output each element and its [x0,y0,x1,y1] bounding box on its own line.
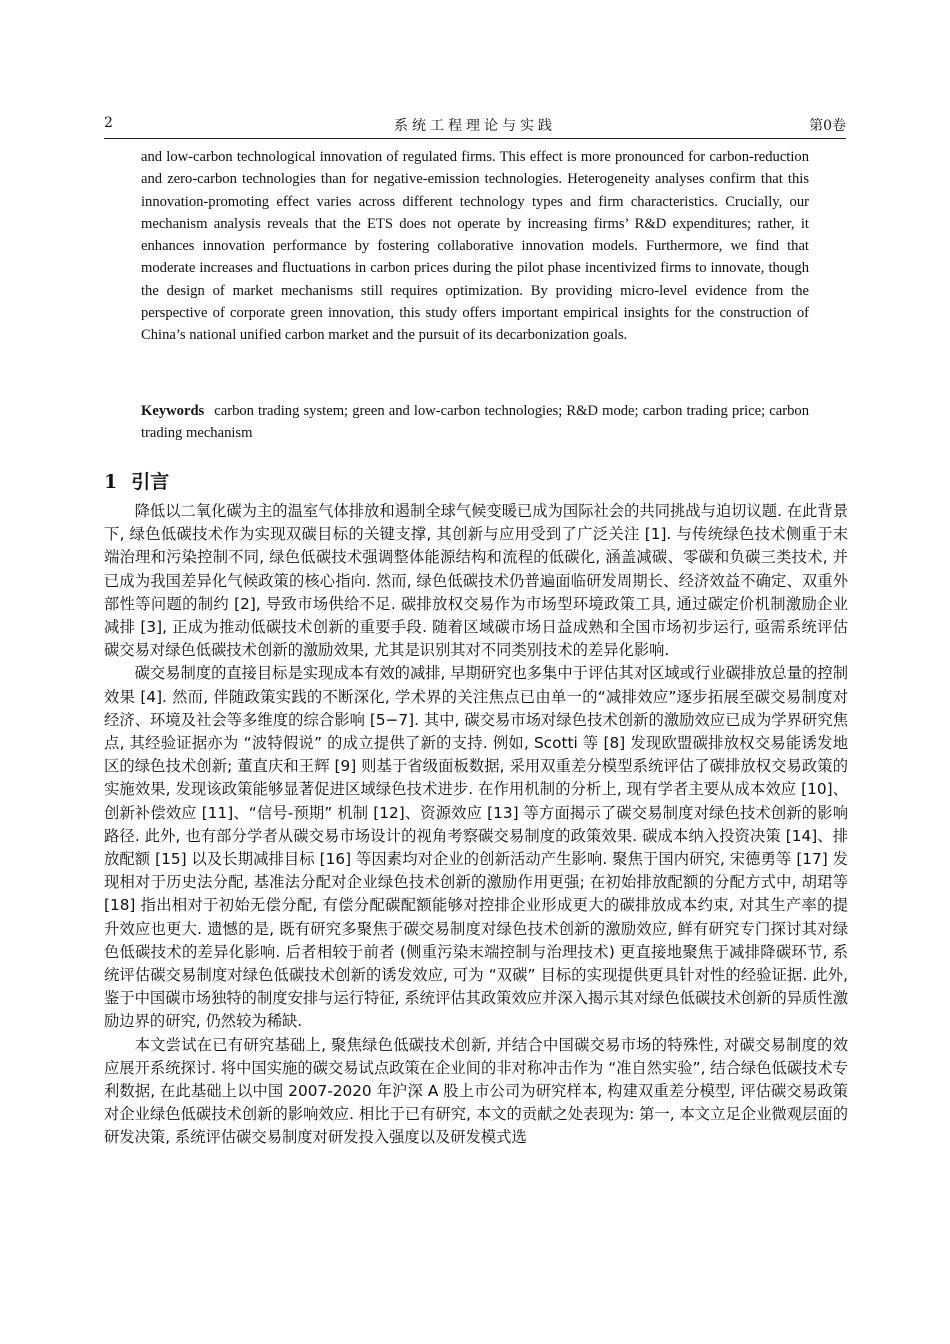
body-text [104,500,848,1150]
keywords-block [141,400,809,445]
section-title: 引言 [131,471,170,493]
volume-label: 第0卷 [809,118,846,134]
abstract-text: and low-carbon technological innovation of regulated firms. This effect is more pronounced for carbon-reduction and zero-carbon technologies than for negative-emission technologies. Heterogeneity analyses confirm that this innovation-promoting effect varies across different technology types and firm characteristics. Crucially, our mechanism analysis reveals that the ETS does not operate by increasing firms’ R&D expenditures; rather, it enhances innovation performance by fostering collaborative innovation models. Furthermore, we find that moderate increases and fluctuations in carbon prices during the pilot phase incentivized firms to innovate, though the design of market mechanisms still requires optimization. By providing micro-level evidence from the perspective of corporate green innovation, this study offers important empirical insights for the construction of China’s national unified carbon market and the pursuit of its decarbonization goals. [141,149,809,344]
keywords-text: carbon trading system; green and low-carbon technologies; R&D mode; carbon trading price; carbon trading mechanism [141,403,809,442]
section-heading [104,467,169,494]
keywords-label: Keywords [141,403,205,419]
page-number: 2 [104,115,113,131]
body-paragraph: 碳交易制度的直接目标是实现成本有效的减排, 早期研究也多集中于评估其对区域或行业碳排放总量的控制效果 [4]. 然而, 伴随政策实践的不断深化, 学术界的关注焦点已由单一的“减排效应”逐步拓展至碳交易制度对经济、环境及社会等多维度的综合影响 [5−7]. 其中, 碳交易市场对绿色技术创新的激励效应已成为学界研究焦点, 其经验证据亦为 “波特假说” 的成立提供了新的支持. 例如, Scotti 等 [8] 发现欧盟碳排放权交易能诱发地区的绿色技术创新; 董直庆和王辉 [9] 则基于省级面板数据, 采用双重差分模型系统评估了碳排放权交易政策的实施效果, 发现该政策能够显著促进区域绿色技术进步. 在作用机制的分析上, 现有学者主要从成本效应 [10]、创新补偿效应 [11]、“信号-预期” 机制 [12]、资源效应 [13] 等方面揭示了碳交易制度对绿色技术创新的影响路径. 此外, 也有部分学者从碳交易市场设计的视角考察碳交易制度的政策效果. 碳成本纳入投资决策 [14]、排放配额 [15] 以及长期减排目标 [16] 等因素均对企业的创新活动产生影响. 聚焦于国内研究, 宋德勇等 [17] 发现相对于历史法分配, 基准法分配对企业绿色技术创新的激励作用更强; 在初始排放配额的分配方式中, 胡珺等 [18] 指出相对于初始无偿分配, 有偿分配碳配额能够对控排企业形成更大的碳排放成本约束, 对其生产率的提升效应也更大. 遗憾的是, 既有研究多聚焦于碳交易制度对绿色技术创新的激励效应, 鲜有研究专门探讨其对绿色低碳技术的差异化影响. 后者相较于前者 (侧重污染末端控制与治理技术) 更直接地聚焦于减排降碳环节, 系统评估碳交易制度对绿色低碳技术创新的诱发效应, 可为 “双碳” 目标的实现提供更具针对性的经验证据. 此外, 鉴于中国碳市场独特的制度安排与运行特征, 系统评估其政策效应并深入揭示其对绿色低碳技术创新的异质性激励边界的研究, 仍然较为稀缺. [104,664,848,1031]
body-paragraph: 本文尝试在已有研究基础上, 聚焦绿色低碳技术创新, 并结合中国碳交易市场的特殊性, 对碳交易制度的效应展开系统探讨. 将中国实施的碳交易试点政策在企业间的非对称冲击作为 “准自然实验”, 结合绿色低碳技术专利数据, 在此基础上以中国 2007-2020 年沪深 A 股上市公司为研究样本, 构建双重差分模型, 评估碳交易政策对企业绿色低碳技术创新的影响效应. 相比于已有研究, 本文的贡献之处表现为: 第一, 本文立足企业微观层面的研发决策, 系统评估碳交易制度对研发投入强度以及研发模式选 [104,1035,848,1147]
running-header [104,112,846,139]
body-paragraph: 降低以二氧化碳为主的温室气体排放和遏制全球气候变暖已成为国际社会的共同挑战与迫切议题. 在此背景下, 绿色低碳技术作为实现双碳目标的关键支撑, 其创新与应用受到了广泛关注 [1]. 与传统绿色技术侧重于末端治理和污染控制不同, 绿色低碳技术强调整体能源结构和流程的低碳化, 涵盖减碳、零碳和负碳三类技术, 并已成为我国差异化气候政策的核心指向. 然而, 绿色低碳技术仍普遍面临研发周期长、经济效益不确定、双重外部性等问题的制约 [2], 导致市场供给不足. 碳排放权交易作为市场型环境政策工具, 通过碳定价机制激励企业减排 [3], 正成为推动低碳技术创新的重要手段. 随着区域碳市场日益成熟和全国市场初步运行, 亟需系统评估碳交易对绿色低碳技术创新的激励效果, 尤其是识别其对不同类别技术的差异化影响. [104,502,848,660]
journal-title: 系统工程理论与实践 [394,118,556,134]
section-number: 1 [104,471,118,493]
